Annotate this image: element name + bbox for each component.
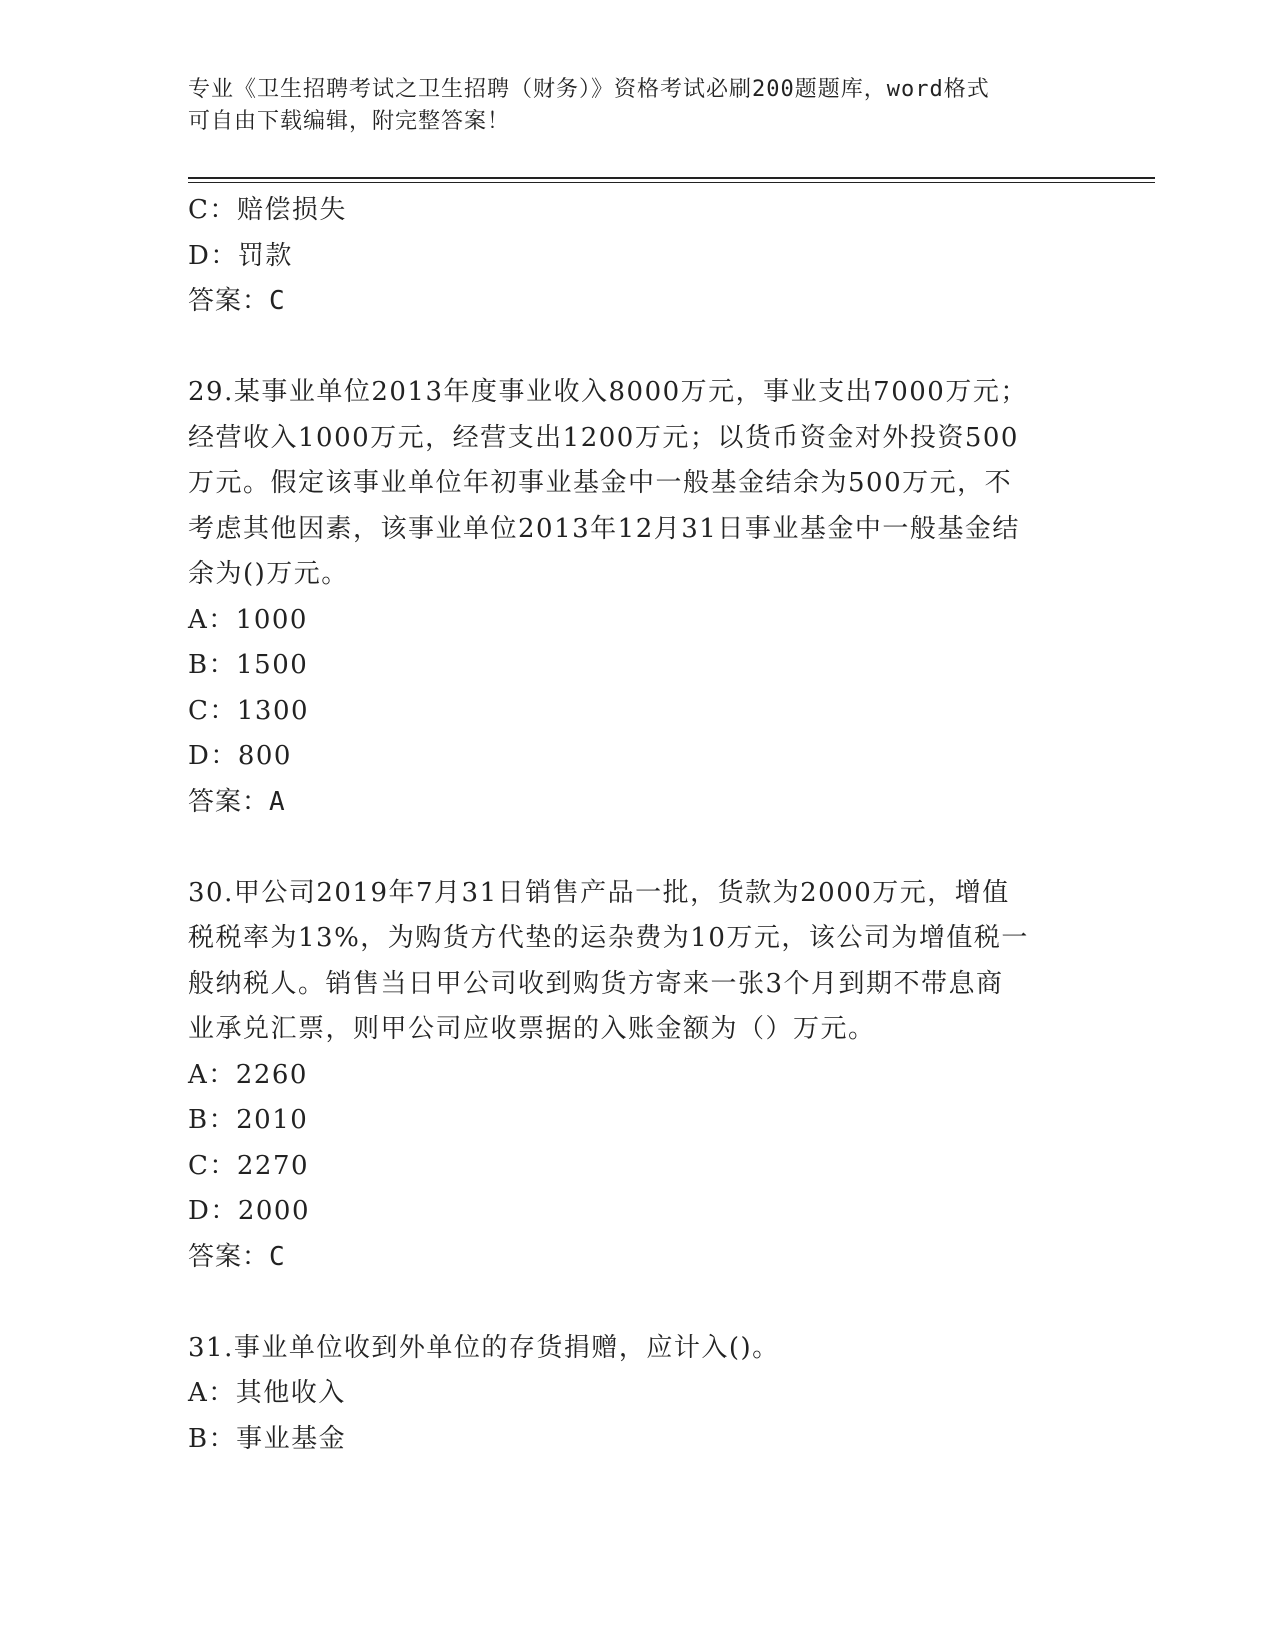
prev-question xyxy=(188,188,1078,325)
option-a: A：2260 xyxy=(188,1059,308,1090)
question-stem-line: 税税率为13%，为购货方代垫的运杂费为10万元，该公司为增值税一 xyxy=(188,923,1029,953)
option-d: D：800 xyxy=(188,741,292,771)
option-d: D：2000 xyxy=(188,1196,311,1226)
question-stem-line: 30.甲公司2019年7月31日销售产品一批，货款为2000万元，增值 xyxy=(188,877,1010,908)
header-divider-thick xyxy=(188,177,1155,179)
question-stem-line: 考虑其他因素，该事业单位2013年12月31日事业基金中一般基金结 xyxy=(188,513,1020,544)
answer-line xyxy=(188,780,1078,826)
page-header xyxy=(188,74,1068,138)
answer-label: 答案： xyxy=(188,1241,270,1272)
header-line-2: 可自由下载编辑，附完整答案！ xyxy=(188,109,511,134)
option-a: A：其他收入 xyxy=(188,1378,346,1408)
question-stem-line: 般纳税人。销售当日甲公司收到购货方寄来一张3个月到期不带息商 xyxy=(188,968,1004,999)
question-stem-line: 业承兑汇票，则甲公司应收票据的入账金额为（）万元。 xyxy=(188,1014,876,1044)
option-b: B：事业基金 xyxy=(188,1423,347,1454)
header-divider-thin xyxy=(188,182,1155,183)
answer-line xyxy=(188,1235,1078,1281)
question-30 xyxy=(188,871,1078,1281)
option-c: C：2270 xyxy=(188,1150,310,1181)
answer-line xyxy=(188,279,1078,325)
answer-label: 答案： xyxy=(188,286,270,316)
option-c: C：1300 xyxy=(188,695,310,726)
option-b: B：1500 xyxy=(188,650,309,680)
answer-value: C xyxy=(269,286,286,316)
option-d: D：罚款 xyxy=(188,240,293,271)
question-stem-line: 余为()万元。 xyxy=(188,559,349,589)
spacer xyxy=(188,1280,1078,1326)
document-body xyxy=(188,188,1078,1462)
question-31 xyxy=(188,1326,1078,1463)
answer-label: 答案： xyxy=(188,786,270,817)
answer-value: C xyxy=(269,1241,286,1272)
question-29 xyxy=(188,370,1078,825)
question-stem-line: 经营收入1000万元，经营支出1200万元；以货币资金对外投资500 xyxy=(188,422,1019,453)
spacer xyxy=(188,825,1078,871)
header-line-1: 专业《卫生招聘考试之卫生招聘（财务）》资格考试必刷200题题库，word格式 xyxy=(188,77,990,102)
question-stem-line: 万元。假定该事业单位年初事业基金中一般基金结余为500万元，不 xyxy=(188,468,1013,498)
option-c: C：赔偿损失 xyxy=(188,195,347,225)
question-stem-line: 31.事业单位收到外单位的存货捐赠，应计入()。 xyxy=(188,1332,780,1363)
spacer xyxy=(188,325,1078,371)
option-a: A：1000 xyxy=(188,604,308,635)
option-b: B：2010 xyxy=(188,1105,309,1135)
question-stem-line: 29.某事业单位2013年度事业收入8000万元，事业支出7000万元； xyxy=(188,377,1028,407)
answer-value: A xyxy=(269,786,286,817)
